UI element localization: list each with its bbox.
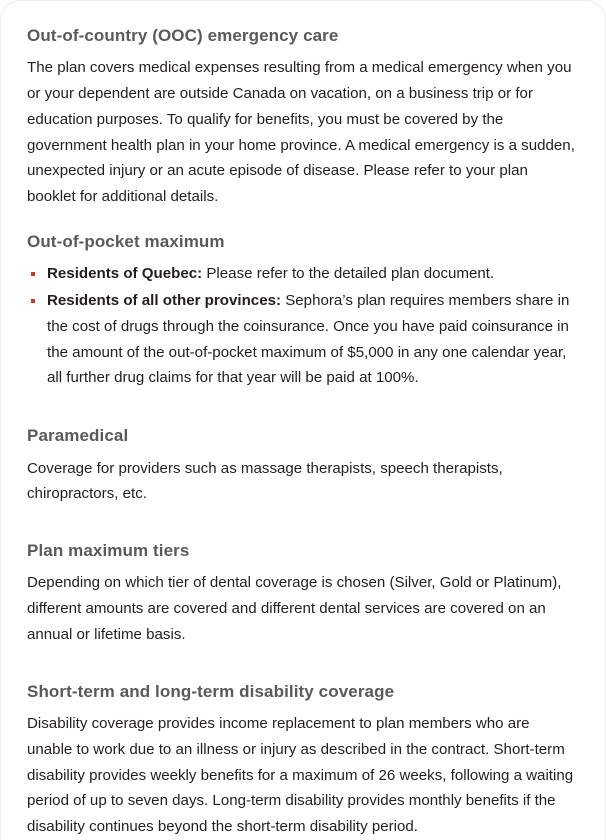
section-heading-plan-maximum-tiers: Plan maximum tiers: [27, 541, 190, 561]
bullet-dot-icon: [31, 272, 35, 276]
bullet-dot-icon: [31, 299, 35, 303]
list-item-text: Sephora’s plan requires members share in the cost of drugs through the coinsurance. Once you have paid coinsurance in the amount of the out-of-pocket maximum of $5,000 in any one calendar year, all further drug claims for that year will be paid at 100%.: [47, 292, 570, 387]
section-paragraph-ooc-emergency-care: The plan covers medical expenses resulting from a medical emergency when you or your dependent are outside Canada on vacation, on a business trip or for education purposes. To qualify for benefits, you must be covered by the government health plan in your home province. A medical emergency is a sudden, unexpected injury or an acute episode of disease. Please refer to your plan booklet for additional details.: [27, 59, 575, 206]
list-item: [27, 288, 579, 391]
section-out-of-pocket-maximum: [27, 231, 579, 391]
section-spacer: [27, 648, 579, 681]
section-heading-ooc-emergency-care: Out-of-country (OOC) emergency care: [27, 26, 339, 45]
section-plan-maximum-tiers: [27, 540, 579, 648]
list-item-lead: Residents of all other provinces:: [47, 292, 282, 310]
section-spacer: [27, 392, 579, 425]
list-item-text: Please refer to the detailed plan document.: [202, 265, 495, 283]
section-heading-paramedical: Paramedical: [27, 426, 129, 446]
section-ooc-emergency-care: [27, 25, 579, 210]
list-item: [27, 261, 579, 287]
section-heading-disability-coverage: Short-term and long-term disability coverage: [27, 681, 395, 701]
section-paragraph-paramedical: Coverage for providers such as massage therapists, speech therapists, chiropractors, etc.: [27, 459, 503, 503]
section-paragraph-plan-maximum-tiers: Depending on which tier of dental coverage is chosen (Silver, Gold or Platinum), different amounts are covered and different dental services are covered on an annual or lifetime basis.: [27, 574, 562, 643]
section-disability-coverage: [27, 681, 579, 840]
section-heading-out-of-pocket-maximum: Out-of-pocket maximum: [27, 232, 225, 252]
section-spacer: [27, 210, 579, 231]
list-item-lead: Residents of Quebec:: [47, 265, 203, 283]
section-paramedical: [27, 425, 579, 507]
section-paragraph-disability-coverage: Disability coverage provides income replacement to plan members who are unable to work due to an illness or injury as described in the contract. Short-term disability provides weekly benefits for a maximum of 26 weeks, following a waiting period of up to seven days. Long-term disability provides monthly benefits if the disability continues beyond the short-term disability period.: [27, 715, 574, 836]
out-of-pocket-bullet-list: [27, 261, 579, 391]
section-spacer: [27, 507, 579, 540]
